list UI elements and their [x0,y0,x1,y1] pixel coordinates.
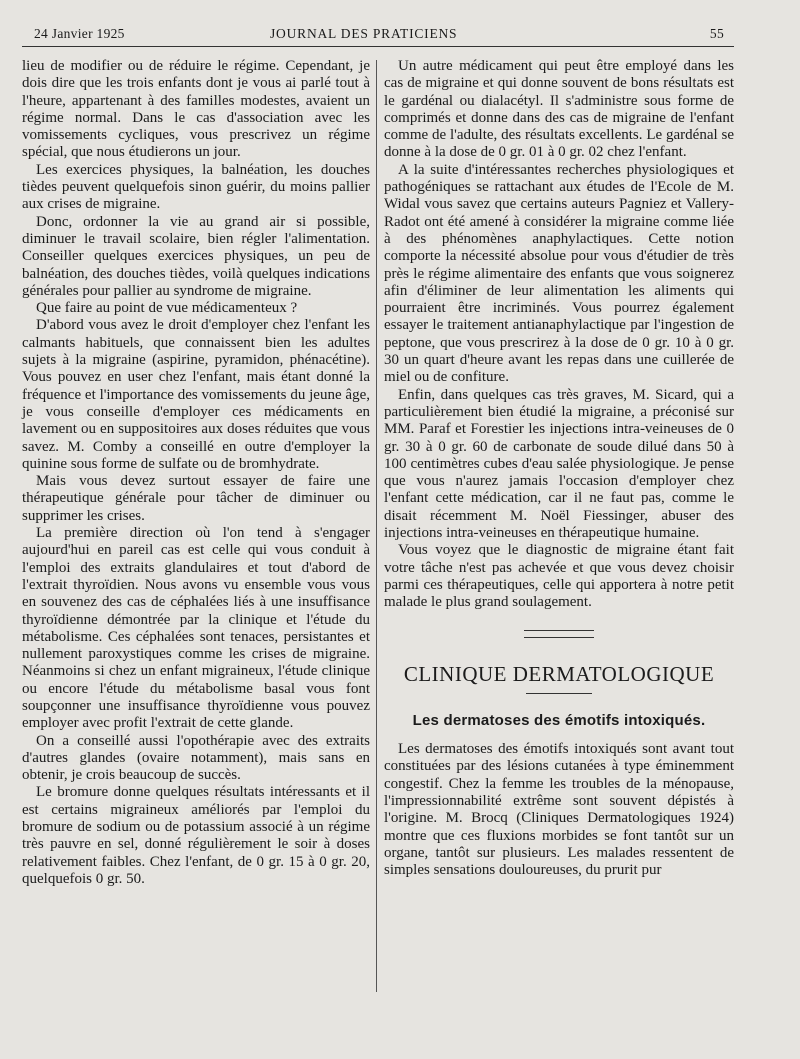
paragraph: lieu de modifier ou de réduire le régime. Cependant, je dois dire que les trois enfants dont je vous ai parlé tout à l'heure, appartenant à des familles modestes, avaient un régime normal. Dans le cas d'association avec les vomissements cycliques, vous prescrivez un régime spécial, que nous étudierons un jour. [22,58,370,161]
paragraph: A la suite d'intéressantes recherches physiologiques et pathogéniques se rattachant aux études de l'Ecole de M. Widal vous savez que certains auteurs Pagniez et Vallery-Radot ont été amené à considérer la migraine comme liée à des phénomènes anaphylactiques. Cette notion comporte la nécessité absolue pour vous d'étudier de très près le régime alimentaire des enfants que vous soignerez afin d'éliminer de leur alimentation les aliments qui pourraient être incriminés. Vous pourrez également essayer le traitement antianaphylactique par l'ingestion de peptone, que vous prescrirez à la dose de 0 gr. 10 à 0 gr. 30 un quart d'heure avant les repas dans une cuillerée de miel ou de confiture. [384,161,734,386]
paragraph: On a conseillé aussi l'opothérapie avec des extraits d'autres glandes (ovaire notamment), mais sans en obtenir, je crois beaucoup de succès. [22,732,370,784]
column-divider [376,60,377,992]
title-rule [526,693,592,694]
paragraph: Que faire au point de vue médicamenteux ? [36,300,298,317]
paragraph: Mais vous devez surtout essayer de faire une thérapeutique générale pour tâcher de diminuer ou supprimer les crises. [22,473,370,524]
paragraph: Vous voyez que le diagnostic de migraine étant fait votre tâche n'est pas achevée et que vous devez choisir parmi ces thérapeutiques, celle qui apportera à notre petit malade le plus grand soulagement. [384,542,734,611]
left-column [22,58,370,888]
paragraph: Enfin, dans quelques cas très graves, M. Sicard, qui a particulièrement bien étudié la migraine, a préconisé sur MM. Paraf et Forestier les injections intra-veineuses de 0 gr. 30 à 0 gr. 60 de carbonate de soude dilué dans 50 à 100 centimètres cubes d'eau salée physiologique. Je pense que vous n'aurez jamais l'occasion d'employer chez l'enfant cette médication, car il ne faut pas, comme le disait récemment M. Noël Fiessinger, abuser des injections intra-veineuses en thérapeutique humaine. [384,386,734,542]
article-title: Les dermatoses des émotifs intoxiqués. [412,711,706,729]
section-title: CLINIQUE DERMATOLOGIQUE [403,661,715,686]
right-column [384,58,734,879]
header-rule [22,46,734,47]
paragraph: Les exercices physiques, la balnéation, les douches tièdes peuvent quelquefois sinon guérir, du moins pallier aux crises de migraine. [22,161,370,213]
page-number: 55 [709,26,724,41]
article-paragraph: Les dermatoses des émotifs intoxiqués sont avant tout constituées par des lésions cutanées à type éminemment congestif. Chez la femme les troubles de la ménopause, l'impressionnabilité extrême sont souvent dépistés à l'origine. M. Brocq (Cliniques Dermatologiques 1924) montre que ces fluxions morbides se font tantôt sur un organe, tantôt sur plusieurs. Les malades ressentent de simples sensations douloureuses, du prurit pur [384,741,734,879]
running-header [34,26,724,44]
header-date: 24 Janvier 1925 [34,26,125,41]
paragraph: Le bromure donne quelques résultats intéressants et il est certains migraineux améliorés par l'emploi du bromure de sodium ou de potassium associé à un régime très pauvre en sel, donné régulièrement le soir à doses relativement faibles. Chez l'enfant, de 0 gr. 15 à 0 gr. 20, quelquefois 0 gr. 50. [22,784,370,887]
paragraph: La première direction où l'on tend à s'engager aujourd'hui en pareil cas est celle qui vous conduit à l'emploi des extraits glandulaires et tout d'abord de l'extrait thyroïdien. Nous avons vu ensemble vous vous en souvenez des cas de céphalées liés à une insuffisance thyroïdienne démontrée par la clinique et l'étude du métabolisme. Ces céphalées sont tenaces, persistantes et nullement paroxystiques comme les crises de migraine. Néanmoins si chez un enfant migraineux, l'étude clinique ou encore l'étude du métabolisme basal vous font soupçonner une insuffisance thyroïdienne vous pouvez employer avec profit l'extrait de cette glande. [22,525,370,732]
paragraph: Donc, ordonner la vie au grand air si possible, diminuer le travail scolaire, bien régler l'alimentation. Conseiller quelques exercices physiques, un peu de balnéation, des douches tièdes, voilà quelques indications générales pour pallier au syndrome de migraine. [22,213,370,299]
paragraph: D'abord vous avez le droit d'employer chez l'enfant les calmants habituels, que connaissent bien les adultes sujets à la migraine (aspirine, pyramidon, phénacétine). Vous pouvez en user chez l'enfant, mais étant donné la fréquence et l'importance des vomissements du jeune âge, je vous conseille d'employer ces médicaments en lavement ou en suppositoires aux doses réduites que vous savez. M. Comby a conseillé en outre d'employer la quinine sous forme de sulfate ou de bromhydrate. [22,317,370,472]
section-ornament [524,630,594,638]
header-journal-title: JOURNAL DES PRATICIENS [270,26,458,41]
paragraph: Un autre médicament qui peut être employé dans les cas de migraine et qui donne souvent de bons résultats est le gardénal ou dialacétyl. Il s'administre sous forme de comprimés et donne dans des cas de migraine de l'enfant comme de l'adulte, des résultats excellents. Le gardénal se donne à la dose de 0 gr. 01 à 0 gr. 02 chez l'enfant. [384,58,734,161]
